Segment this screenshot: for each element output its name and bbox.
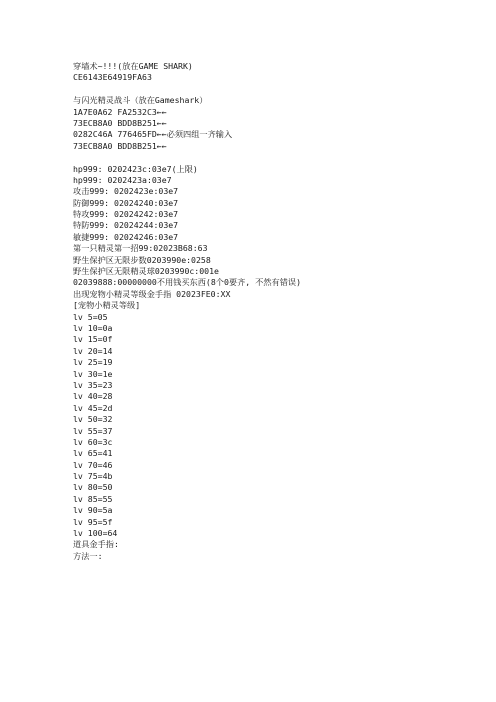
cheat-code-line: 02039888:00000000不用钱买东西(8个0要齐, 不然有错误) bbox=[73, 277, 301, 288]
level-line: lv 30=1e bbox=[73, 368, 113, 379]
level-line: lv 10=0a bbox=[73, 322, 113, 333]
cheat-code-line: 敏捷999: 02024246:03e7 bbox=[73, 231, 179, 242]
level-heading: [宠物小精灵等级] bbox=[73, 300, 141, 311]
cheat-code-line: 特防999: 02024244:03e7 bbox=[73, 220, 179, 231]
level-line: lv 15=0f bbox=[73, 334, 113, 345]
footer-method-one: 方法一: bbox=[73, 550, 103, 561]
level-line: lv 95=5f bbox=[73, 516, 113, 527]
level-line: lv 5=05 bbox=[73, 311, 108, 322]
section-title-wall-walk: 穿墙术~!!!(放在GAME SHARK) bbox=[73, 61, 193, 71]
level-line: lv 40=28 bbox=[73, 391, 113, 402]
cheat-code-line: 1A7E0A62 FA2532C3←← bbox=[73, 106, 167, 117]
cheat-code-line: 特攻999: 02024242:03e7 bbox=[73, 209, 179, 220]
cheat-code-line: CE6143E64919FA63 bbox=[73, 72, 152, 83]
level-line: lv 60=3c bbox=[73, 436, 113, 447]
cheat-code-line: 攻击999: 0202423e:03e7 bbox=[73, 186, 179, 197]
level-line: lv 100=64 bbox=[73, 528, 118, 539]
level-line: lv 65=41 bbox=[73, 448, 113, 459]
level-line: lv 70=46 bbox=[73, 459, 113, 470]
spacer bbox=[73, 84, 473, 95]
footer-heading-item-cheats: 道具金手指: bbox=[73, 539, 119, 550]
level-line: lv 55=37 bbox=[73, 425, 113, 436]
cheat-code-line: 第一只精灵第一招99:02023B68:63 bbox=[73, 243, 208, 254]
spacer bbox=[73, 152, 473, 163]
cheat-code-line: hp999: 0202423c:03e7(上限) bbox=[73, 163, 198, 174]
cheat-code-line: hp999: 0202423a:03e7 bbox=[73, 174, 172, 185]
level-line: lv 35=23 bbox=[73, 379, 113, 390]
cheat-code-line: 防御999: 02024240:03e7 bbox=[73, 197, 179, 208]
level-line: lv 85=55 bbox=[73, 493, 113, 504]
level-line: lv 80=50 bbox=[73, 482, 113, 493]
level-line: lv 50=32 bbox=[73, 414, 113, 425]
cheat-code-line: 野生保护区无限精灵球0203990c:001e bbox=[73, 266, 219, 277]
cheat-code-line: 73ECB8A0 BDD8B251←← bbox=[73, 117, 167, 128]
level-line: lv 20=14 bbox=[73, 345, 113, 356]
level-line: lv 45=2d bbox=[73, 402, 113, 413]
cheat-code-line: 野生保护区无限步数0203990e:0258 bbox=[73, 254, 211, 265]
document-content bbox=[73, 61, 473, 562]
cheat-code-line: 73ECB8A0 BDD8B251←← bbox=[73, 140, 167, 151]
level-line: lv 25=19 bbox=[73, 357, 113, 368]
level-line: lv 90=5a bbox=[73, 505, 113, 516]
level-line: lv 75=4b bbox=[73, 471, 113, 482]
cheat-code-line: 0282C46A 776465FD←←必须四组一齐输入 bbox=[73, 129, 233, 140]
section-title-shiny-battle: 与闪光精灵战斗（放在Gameshark） bbox=[73, 95, 208, 106]
cheat-code-line: 出现宠物小精灵等级金手指 02023FE0:XX bbox=[73, 288, 231, 299]
